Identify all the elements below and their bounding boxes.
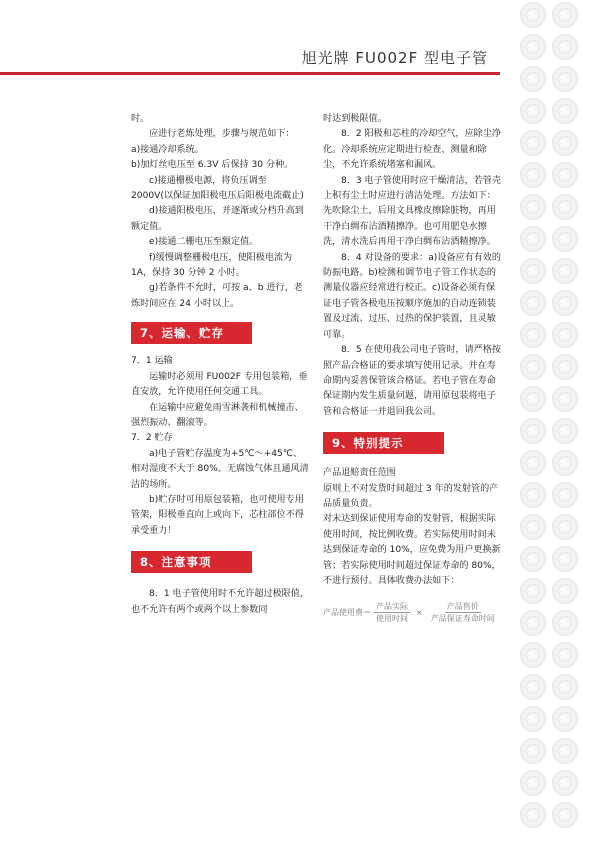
watermark-stamp bbox=[552, 802, 578, 828]
left-column bbox=[131, 112, 309, 618]
watermark-stamp bbox=[552, 98, 578, 124]
watermark-stamp bbox=[552, 34, 578, 60]
formula-denominator: 使用时间 bbox=[376, 614, 408, 624]
watermark-stamp bbox=[520, 66, 546, 92]
subsection-heading: 7．1 运输 bbox=[131, 356, 173, 367]
watermark-stamp bbox=[520, 258, 546, 284]
watermark-stamp bbox=[520, 34, 546, 60]
paragraph: 对未达到保证使用寿命的发射管，根据实际使用时间，按比例收费。若实际使用时间未达到保证寿命的 10%，应免费为用户更换新管；若实际使用时间超过保证寿命的 80%，不进行预付。具体收费办法如下： bbox=[323, 514, 501, 586]
watermark-stamp bbox=[552, 194, 578, 220]
subsection-heading: 7．2 贮存 bbox=[131, 433, 173, 444]
paragraph: a)电子管贮存温度为+5℃～+45℃、相对湿度不大于 80%、无腐蚀气体且通风清洁的场所。 bbox=[131, 448, 309, 490]
paragraph: b)加灯丝电压至 6.3V 后保持 30 分种。 bbox=[131, 160, 294, 171]
watermark-stamp bbox=[520, 354, 546, 380]
watermark-stamp bbox=[552, 290, 578, 316]
watermark-stamp bbox=[552, 354, 578, 380]
paragraph: 在运输中应避免雨雪淋袭和机械撞击、强烈振动、翻滚等。 bbox=[131, 402, 304, 428]
section-heading-8: 8、注意事项 bbox=[131, 551, 252, 573]
formula-fraction-price bbox=[429, 601, 497, 624]
watermark-stamp bbox=[520, 802, 546, 828]
watermark-stamp bbox=[520, 194, 546, 220]
watermark-stamp bbox=[552, 2, 578, 28]
watermark-stamp bbox=[552, 674, 578, 700]
paragraph: 8．2 阳极和芯柱的冷却空气，应除尘净化。冷却系统应定期进行检查、测量和除尘，不允许系统堵塞和漏风。 bbox=[323, 129, 501, 171]
paragraph: 8．5 在使用我公司电子管时，请严格按照产品合格证的要求填写使用记录。并在寿命期内妥善保管该合格证。若电子管在寿命保证期内发生质量问题，请用原包装将电子管和合格证一并退回我公司。 bbox=[323, 345, 501, 417]
watermark-stamp bbox=[520, 2, 546, 28]
watermark-stamp bbox=[552, 322, 578, 348]
formula-denominator: 产品保证寿命时间 bbox=[430, 614, 495, 624]
section-heading-9: 9、特别提示 bbox=[323, 432, 444, 454]
watermark-stamp bbox=[552, 418, 578, 444]
paragraph: 原则上不对发货时间超过 3 年的发射管的产品质量负责。 bbox=[323, 483, 499, 509]
watermark-stamp bbox=[520, 98, 546, 124]
page-header-title: 旭光牌 FU002F 型电子管 bbox=[301, 49, 488, 67]
formula-numerator: 产品实际 bbox=[376, 602, 408, 612]
paragraph: c)接通栅极电源，将负压调至 2000V(以保证加阳极电压后阳极电流截止) bbox=[131, 175, 304, 202]
watermark-stamp bbox=[552, 482, 578, 508]
watermark-stamp bbox=[520, 674, 546, 700]
paragraph: 时。 bbox=[131, 114, 150, 124]
watermark-stamp bbox=[520, 290, 546, 316]
header-divider bbox=[0, 72, 500, 75]
watermark-stamp bbox=[520, 610, 546, 636]
watermark-stamp bbox=[520, 738, 546, 764]
watermark-stamp bbox=[520, 546, 546, 572]
watermark-stamp bbox=[552, 706, 578, 732]
watermark-stamp bbox=[552, 162, 578, 188]
watermark-stamp bbox=[552, 226, 578, 252]
watermark-stamp bbox=[520, 130, 546, 156]
watermark-stamp bbox=[520, 514, 546, 540]
paragraph: 8．1 电子管使用时不允许超过极限值，也不允许有两个或两个以上参数同 bbox=[131, 589, 309, 615]
watermark-stamp bbox=[520, 226, 546, 252]
watermark-stamp bbox=[520, 642, 546, 668]
formula-fraction-usage bbox=[374, 601, 410, 624]
watermark-stamp bbox=[520, 706, 546, 732]
watermark-stamp bbox=[552, 738, 578, 764]
fee-formula bbox=[323, 601, 501, 624]
watermark-stamp bbox=[520, 322, 546, 348]
watermark-stamp bbox=[552, 546, 578, 572]
section-heading-7: 7、运输、贮存 bbox=[131, 322, 252, 344]
paragraph: d)接通阳极电压，并逐渐或分档升高到额定值。 bbox=[131, 206, 304, 232]
watermark-stamp bbox=[552, 450, 578, 476]
paragraph: 应进行老炼处理，步骤与规范如下： bbox=[149, 129, 295, 140]
paragraph: 时达到极限值。 bbox=[323, 114, 387, 124]
watermark-stamp bbox=[552, 578, 578, 604]
watermark-stamp bbox=[552, 386, 578, 412]
watermark-stamp bbox=[520, 450, 546, 476]
watermark-stamp bbox=[552, 642, 578, 668]
watermark-stamp bbox=[520, 418, 546, 444]
paragraph: a)接通冷却系统。 bbox=[131, 144, 204, 155]
watermark-stamp bbox=[552, 130, 578, 156]
watermark-stamp-column bbox=[512, 0, 596, 850]
paragraph: f)缓慢调整栅极电压，使阳极电流为 1A，保持 30 分钟 2 小时。 bbox=[131, 252, 293, 279]
watermark-stamp bbox=[552, 770, 578, 796]
paragraph: 8．4 对设备的要求：a)设备应有有效的防振电路。b)检测和调节电子管工作状态的测量仪器应经常进行校正。c)设备必须有保证电子管各极电压按顺序施加的自动连锁装置及过流、过压、过热的保护装置，且灵敏可靠。 bbox=[323, 252, 501, 340]
watermark-stamp bbox=[520, 386, 546, 412]
paragraph: g)若条件不允时，可按 a、b 进行，老炼时间应在 24 小时以上。 bbox=[131, 283, 303, 309]
watermark-stamp bbox=[552, 610, 578, 636]
formula-operator: × bbox=[416, 608, 423, 618]
formula-numerator: 产品售价 bbox=[446, 602, 479, 612]
watermark-stamp bbox=[520, 578, 546, 604]
watermark-stamp bbox=[552, 66, 578, 92]
watermark-stamp bbox=[552, 514, 578, 540]
paragraph: 8．3 电子管使用时应干燥清洁，若管壳上积有尘土时应进行清洁处理。方法如下：先吹除尘土，后用文具橡皮擦除脏物，再用干净白绸布沾酒精擦净。也可用肥皂水擦洗，清水洗后再用干净白绸布沾酒精擦净。 bbox=[323, 175, 501, 248]
paragraph: e)接通二栅电压至额定值。 bbox=[149, 237, 259, 248]
watermark-stamp bbox=[520, 482, 546, 508]
paragraph: 产品退赔责任范围 bbox=[323, 468, 396, 479]
paragraph: 运输时必须用 FU002F 专用包装箱，垂直安放，允许使用任何交通工具。 bbox=[131, 371, 308, 398]
watermark-stamp bbox=[552, 258, 578, 284]
right-column bbox=[323, 112, 501, 624]
formula-lhs: 产品使用费＝ bbox=[323, 608, 371, 618]
watermark-stamp bbox=[520, 770, 546, 796]
paragraph: b)贮存时可用原包装箱，也可使用专用管架，阳极垂直向上或向下，芯柱部位不得承受重力！ bbox=[131, 494, 304, 536]
watermark-stamp bbox=[520, 162, 546, 188]
